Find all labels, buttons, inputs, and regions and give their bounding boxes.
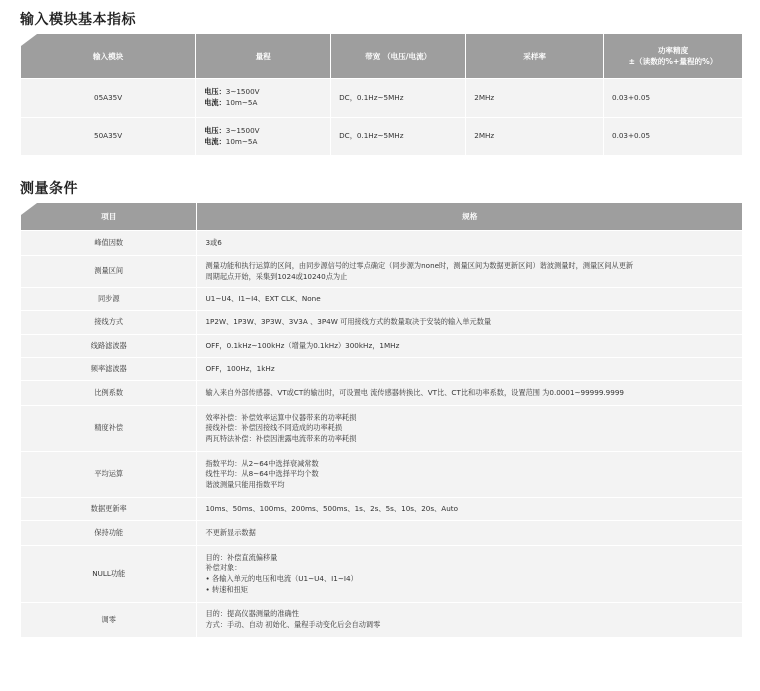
table-row xyxy=(21,335,742,357)
table-row xyxy=(21,603,742,637)
condition-spec xyxy=(197,256,742,287)
current-label: 电流： xyxy=(204,98,226,107)
table-row xyxy=(21,358,742,380)
table-row xyxy=(21,118,742,155)
spec-line: 测量功能和执行运算的区间，由同步源信号的过零点确定（同步源为none时，测量区间为数据更新区间）谐波测量时，测量区间从更新 xyxy=(205,260,634,270)
condition-item: 调零 xyxy=(21,603,196,637)
condition-item: 精度补偿 xyxy=(21,406,196,451)
condition-item: NULL功能 xyxy=(21,546,196,602)
current-value: 10m~5A xyxy=(225,98,258,107)
spec-line: 补偿对象： xyxy=(205,563,242,573)
condition-item: 同步源 xyxy=(21,288,196,310)
condition-item: 峰值因数 xyxy=(21,231,196,255)
spec-line: 谐波测量只能用指数平均 xyxy=(205,479,285,489)
condition-item: 线路滤波器 xyxy=(21,335,196,357)
header-sample-rate: 采样率 xyxy=(466,34,603,78)
voltage-label: 电压： xyxy=(204,125,226,135)
spec-line: 指数平均：从2~64中选择衰减常数 xyxy=(205,458,319,468)
spec-line: 不更新显示数据 xyxy=(205,527,256,537)
accuracy-value: 0.03+0.05 xyxy=(604,118,742,155)
condition-spec xyxy=(197,603,742,637)
spec-line: 目的：补偿直流偏移量 xyxy=(205,552,278,562)
table-header-row xyxy=(21,203,742,230)
current-value: 10m~5A xyxy=(225,136,258,146)
spec-line: • 各输入单元的电压和电流（U1~U4、I1~I4） xyxy=(205,574,358,583)
range-cell xyxy=(196,79,330,117)
spec-line: 方式：手动、自动 初始化、量程手动变化后会自动调零 xyxy=(205,620,381,629)
header-power-accuracy-unit: ±（读数的%+量程的%） xyxy=(628,57,718,66)
spec-line: 效率补偿：补偿效率运算中仪器带来的功率耗损 xyxy=(205,412,357,422)
input-module-table xyxy=(20,33,743,156)
table-row xyxy=(21,311,742,334)
table-row xyxy=(21,452,742,497)
condition-spec xyxy=(197,452,742,497)
range-cell xyxy=(196,118,330,155)
spec-line: OFF，100Hz，1kHz xyxy=(205,363,275,373)
condition-item: 测量区间 xyxy=(21,256,196,287)
table-row xyxy=(21,406,742,451)
spec-line: 3或6 xyxy=(205,237,222,247)
current-label: 电流： xyxy=(204,136,226,146)
condition-spec xyxy=(197,406,742,451)
measurement-conditions-table xyxy=(20,202,743,638)
voltage-value: 3~1500V xyxy=(225,125,260,135)
voltage-value: 3~1500V xyxy=(225,87,260,97)
sample-rate-value: 2MHz xyxy=(466,118,603,155)
condition-item: 数据更新率 xyxy=(21,498,196,520)
spec-line: 目的：提高仪器测量的准确性 xyxy=(205,609,299,619)
spec-line: • 转速和扭矩 xyxy=(205,584,248,594)
condition-spec xyxy=(197,546,742,602)
header-module: 输入模块 xyxy=(21,34,195,78)
condition-spec xyxy=(197,311,742,334)
spec-line: 周期起点开始，采集到1024或10240点为止 xyxy=(205,271,348,281)
section-title-measurement-conditions: 测量条件 xyxy=(20,181,78,197)
header-power-accuracy-title: 功率精度 xyxy=(657,46,689,55)
spec-line: 两瓦特法补偿：补偿因泄露电流带来的功率耗损 xyxy=(205,433,357,443)
header-power-accuracy xyxy=(604,34,742,78)
table-row xyxy=(21,288,742,310)
header-item: 项目 xyxy=(21,203,196,230)
condition-spec xyxy=(197,381,742,405)
section-title-input-module: 输入模块基本指标 xyxy=(20,12,136,28)
table-row xyxy=(21,546,742,602)
header-bandwidth: 带宽 （电压/电流） xyxy=(331,34,465,78)
module-name: 50A35V xyxy=(21,118,195,155)
spec-line: 输入来自外部传感器、VT或CT的输出时，可设置电 流传感器转换比、VT比、CT比和功率系数，设置范围 为0.0001~99999.9999 xyxy=(205,387,624,397)
condition-spec xyxy=(197,498,742,520)
condition-spec xyxy=(197,335,742,357)
voltage-label: 电压： xyxy=(204,87,226,97)
condition-spec xyxy=(197,231,742,255)
spec-line: U1~U4、I1~I4、EXT CLK、None xyxy=(205,293,321,303)
spec-line: 1P2W、1P3W、3P3W、3V3A 、3P4W 可用接线方式的数量取决于安装的输入单元数量 xyxy=(205,317,492,327)
condition-spec xyxy=(197,358,742,380)
condition-item: 比例系数 xyxy=(21,381,196,405)
header-spec: 规格 xyxy=(197,203,742,230)
table-row xyxy=(21,256,742,287)
condition-spec xyxy=(197,521,742,545)
table-row xyxy=(21,381,742,405)
header-range: 量程 xyxy=(196,34,330,78)
bandwidth-value: DC，0.1Hz~5MHz xyxy=(331,118,465,155)
condition-item: 频率滤波器 xyxy=(21,358,196,380)
table-row xyxy=(21,231,742,255)
condition-item: 接线方式 xyxy=(21,311,196,334)
bandwidth-value: DC，0.1Hz~5MHz xyxy=(331,79,465,117)
table-row xyxy=(21,498,742,520)
table-header-row xyxy=(21,34,742,78)
spec-line: 线性平均：从8~64中选择平均个数 xyxy=(205,469,319,479)
table-row xyxy=(21,79,742,117)
sample-rate-value: 2MHz xyxy=(466,79,603,117)
accuracy-value: 0.03+0.05 xyxy=(604,79,742,117)
condition-item: 保持功能 xyxy=(21,521,196,545)
spec-line: OFF，0.1kHz~100kHz（增量为0.1kHz）300kHz，1MHz xyxy=(205,340,400,350)
table-row xyxy=(21,521,742,545)
spec-line: 接线补偿：补偿因接线不同造成的功率耗损 xyxy=(205,423,343,433)
module-name: 05A35V xyxy=(21,79,195,117)
condition-spec xyxy=(197,288,742,310)
spec-line: 10ms、50ms、100ms、200ms、500ms、1s、2s、5s、10s、20s、Auto xyxy=(205,503,458,513)
condition-item: 平均运算 xyxy=(21,452,196,497)
